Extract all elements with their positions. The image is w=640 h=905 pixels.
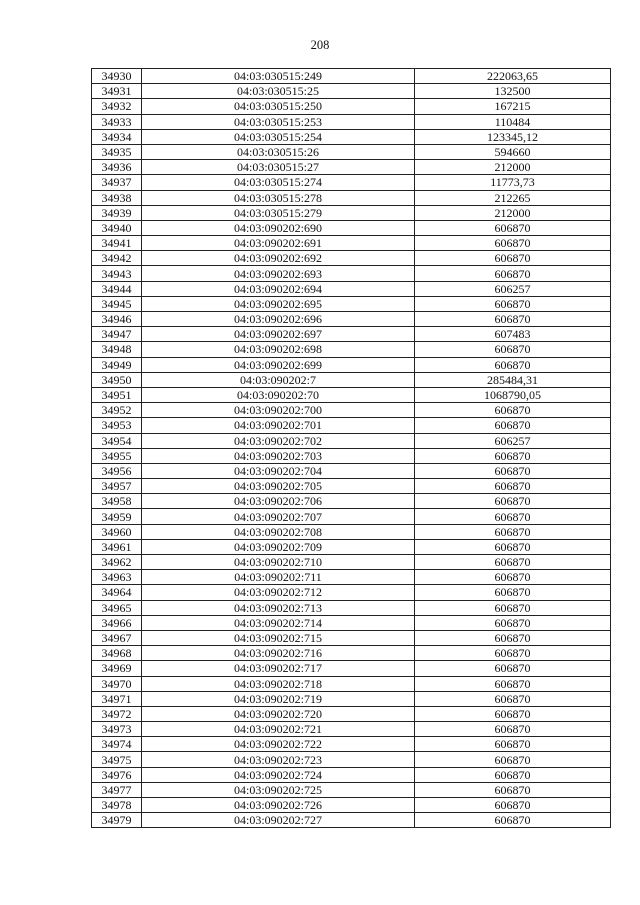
table-row [92,236,611,251]
cadastral-number-cell: 04:03:090202:702 [142,433,415,448]
row-number-cell: 34936 [92,160,142,175]
value-cell: 606870 [415,646,611,661]
cadastral-number-cell: 04:03:090202:721 [142,722,415,737]
value-cell: 606870 [415,813,611,828]
value-cell: 606870 [415,782,611,797]
value-cell: 606870 [415,448,611,463]
table-row [92,357,611,372]
value-cell: 285484,31 [415,372,611,387]
value-cell: 606870 [415,479,611,494]
row-number-cell: 34944 [92,281,142,296]
value-cell: 132500 [415,84,611,99]
table-row [92,615,611,630]
table-row [92,190,611,205]
row-number-cell: 34971 [92,691,142,706]
table-row [92,99,611,114]
cadastral-number-cell: 04:03:090202:726 [142,798,415,813]
table-row [92,767,611,782]
table-row [92,585,611,600]
row-number-cell: 34972 [92,706,142,721]
value-cell: 606870 [415,798,611,813]
value-cell: 606870 [415,236,611,251]
table-row [92,539,611,554]
value-cell: 123345,12 [415,129,611,144]
cadastral-number-cell: 04:03:090202:691 [142,236,415,251]
cadastral-number-cell: 04:03:090202:690 [142,220,415,235]
cadastral-number-cell: 04:03:090202:700 [142,403,415,418]
row-number-cell: 34934 [92,129,142,144]
table-row [92,114,611,129]
cadastral-number-cell: 04:03:030515:253 [142,114,415,129]
table-row [92,312,611,327]
cadastral-number-cell: 04:03:090202:724 [142,767,415,782]
value-cell: 606870 [415,403,611,418]
cadastral-number-cell: 04:03:030515:25 [142,84,415,99]
table-row [92,630,611,645]
cadastral-number-cell: 04:03:090202:692 [142,251,415,266]
table-row [92,144,611,159]
row-number-cell: 34938 [92,190,142,205]
table-row [92,433,611,448]
table-row [92,479,611,494]
row-number-cell: 34953 [92,418,142,433]
value-cell: 606870 [415,266,611,281]
row-number-cell: 34964 [92,585,142,600]
cadastral-number-cell: 04:03:090202:701 [142,418,415,433]
table-row [92,175,611,190]
row-number-cell: 34957 [92,479,142,494]
cadastral-number-cell: 04:03:090202:698 [142,342,415,357]
cadastral-number-cell: 04:03:090202:696 [142,312,415,327]
value-cell: 606870 [415,737,611,752]
row-number-cell: 34969 [92,661,142,676]
value-cell: 606870 [415,418,611,433]
cadastral-number-cell: 04:03:030515:274 [142,175,415,190]
row-number-cell: 34937 [92,175,142,190]
table-row [92,524,611,539]
table-row [92,752,611,767]
table-row [92,509,611,524]
cadastral-number-cell: 04:03:090202:703 [142,448,415,463]
table-row [92,722,611,737]
page-number: 208 [310,38,330,52]
row-number-cell: 34933 [92,114,142,129]
table-row [92,448,611,463]
row-number-cell: 34963 [92,570,142,585]
table-row [92,129,611,144]
row-number-cell: 34948 [92,342,142,357]
value-cell: 606870 [415,722,611,737]
cadastral-number-cell: 04:03:090202:720 [142,706,415,721]
value-cell: 167215 [415,99,611,114]
row-number-cell: 34930 [92,69,142,84]
cadastral-number-cell: 04:03:030515:279 [142,205,415,220]
row-number-cell: 34931 [92,84,142,99]
row-number-cell: 34978 [92,798,142,813]
table-row [92,205,611,220]
table-row [92,798,611,813]
row-number-cell: 34952 [92,403,142,418]
cadastral-number-cell: 04:03:090202:709 [142,539,415,554]
row-number-cell: 34962 [92,555,142,570]
records-table-body [92,69,611,828]
value-cell: 606870 [415,676,611,691]
value-cell: 212000 [415,205,611,220]
value-cell: 606870 [415,630,611,645]
row-number-cell: 34974 [92,737,142,752]
value-cell: 607483 [415,327,611,342]
row-number-cell: 34973 [92,722,142,737]
table-row [92,220,611,235]
value-cell: 606870 [415,615,611,630]
value-cell: 606870 [415,251,611,266]
value-cell: 606870 [415,539,611,554]
row-number-cell: 34949 [92,357,142,372]
table-row [92,463,611,478]
table-row [92,494,611,509]
row-number-cell: 34967 [92,630,142,645]
table-row [92,387,611,402]
cadastral-number-cell: 04:03:090202:7 [142,372,415,387]
table-row [92,372,611,387]
table-row [92,403,611,418]
cadastral-number-cell: 04:03:030515:27 [142,160,415,175]
table-row [92,661,611,676]
value-cell: 606870 [415,509,611,524]
cadastral-number-cell: 04:03:090202:715 [142,630,415,645]
table-row [92,160,611,175]
value-cell: 606870 [415,661,611,676]
value-cell: 606870 [415,767,611,782]
cadastral-number-cell: 04:03:090202:707 [142,509,415,524]
table-row [92,813,611,828]
value-cell: 606257 [415,281,611,296]
value-cell: 606870 [415,463,611,478]
cadastral-number-cell: 04:03:090202:714 [142,615,415,630]
table-row [92,676,611,691]
cadastral-number-cell: 04:03:090202:711 [142,570,415,585]
row-number-cell: 34970 [92,676,142,691]
table-row [92,84,611,99]
value-cell: 110484 [415,114,611,129]
value-cell: 606870 [415,220,611,235]
table-row [92,281,611,296]
row-number-cell: 34961 [92,539,142,554]
table-row [92,737,611,752]
table-row [92,327,611,342]
row-number-cell: 34941 [92,236,142,251]
cadastral-number-cell: 04:03:030515:26 [142,144,415,159]
value-cell: 606870 [415,494,611,509]
table-row [92,691,611,706]
value-cell: 606870 [415,342,611,357]
cadastral-number-cell: 04:03:090202:705 [142,479,415,494]
table-row [92,296,611,311]
cadastral-number-cell: 04:03:090202:706 [142,494,415,509]
value-cell: 606257 [415,433,611,448]
value-cell: 606870 [415,524,611,539]
table-row [92,266,611,281]
table-row [92,646,611,661]
row-number-cell: 34975 [92,752,142,767]
row-number-cell: 34960 [92,524,142,539]
table-row [92,342,611,357]
row-number-cell: 34943 [92,266,142,281]
value-cell: 606870 [415,706,611,721]
value-cell: 606870 [415,555,611,570]
cadastral-number-cell: 04:03:090202:704 [142,463,415,478]
value-cell: 606870 [415,296,611,311]
row-number-cell: 34966 [92,615,142,630]
row-number-cell: 34956 [92,463,142,478]
value-cell: 606870 [415,312,611,327]
value-cell: 222063,65 [415,69,611,84]
cadastral-number-cell: 04:03:090202:716 [142,646,415,661]
cadastral-number-cell: 04:03:030515:278 [142,190,415,205]
row-number-cell: 34955 [92,448,142,463]
row-number-cell: 34965 [92,600,142,615]
value-cell: 212265 [415,190,611,205]
value-cell: 606870 [415,691,611,706]
cadastral-number-cell: 04:03:090202:717 [142,661,415,676]
value-cell: 11773,73 [415,175,611,190]
cadastral-number-cell: 04:03:090202:70 [142,387,415,402]
cadastral-number-cell: 04:03:090202:695 [142,296,415,311]
row-number-cell: 34945 [92,296,142,311]
cadastral-number-cell: 04:03:030515:254 [142,129,415,144]
cadastral-number-cell: 04:03:090202:712 [142,585,415,600]
cadastral-number-cell: 04:03:090202:719 [142,691,415,706]
row-number-cell: 34940 [92,220,142,235]
cadastral-number-cell: 04:03:090202:694 [142,281,415,296]
value-cell: 606870 [415,752,611,767]
row-number-cell: 34979 [92,813,142,828]
cadastral-number-cell: 04:03:030515:250 [142,99,415,114]
records-table [91,68,611,828]
value-cell: 606870 [415,585,611,600]
row-number-cell: 34977 [92,782,142,797]
table-row [92,555,611,570]
row-number-cell: 34946 [92,312,142,327]
table-row [92,706,611,721]
row-number-cell: 34950 [92,372,142,387]
row-number-cell: 34939 [92,205,142,220]
cadastral-number-cell: 04:03:090202:708 [142,524,415,539]
cadastral-number-cell: 04:03:030515:249 [142,69,415,84]
table-row [92,69,611,84]
table-row [92,570,611,585]
cadastral-number-cell: 04:03:090202:699 [142,357,415,372]
row-number-cell: 34958 [92,494,142,509]
cadastral-number-cell: 04:03:090202:713 [142,600,415,615]
cadastral-number-cell: 04:03:090202:693 [142,266,415,281]
table-row [92,600,611,615]
row-number-cell: 34968 [92,646,142,661]
table-row [92,418,611,433]
row-number-cell: 34942 [92,251,142,266]
row-number-cell: 34932 [92,99,142,114]
value-cell: 594660 [415,144,611,159]
value-cell: 606870 [415,570,611,585]
row-number-cell: 34947 [92,327,142,342]
row-number-cell: 34935 [92,144,142,159]
row-number-cell: 34951 [92,387,142,402]
row-number-cell: 34954 [92,433,142,448]
cadastral-number-cell: 04:03:090202:718 [142,676,415,691]
value-cell: 606870 [415,357,611,372]
table-row [92,782,611,797]
value-cell: 1068790,05 [415,387,611,402]
row-number-cell: 34976 [92,767,142,782]
cadastral-number-cell: 04:03:090202:697 [142,327,415,342]
cadastral-number-cell: 04:03:090202:725 [142,782,415,797]
table-row [92,251,611,266]
value-cell: 606870 [415,600,611,615]
value-cell: 212000 [415,160,611,175]
cadastral-number-cell: 04:03:090202:723 [142,752,415,767]
cadastral-number-cell: 04:03:090202:710 [142,555,415,570]
cadastral-number-cell: 04:03:090202:722 [142,737,415,752]
cadastral-number-cell: 04:03:090202:727 [142,813,415,828]
row-number-cell: 34959 [92,509,142,524]
